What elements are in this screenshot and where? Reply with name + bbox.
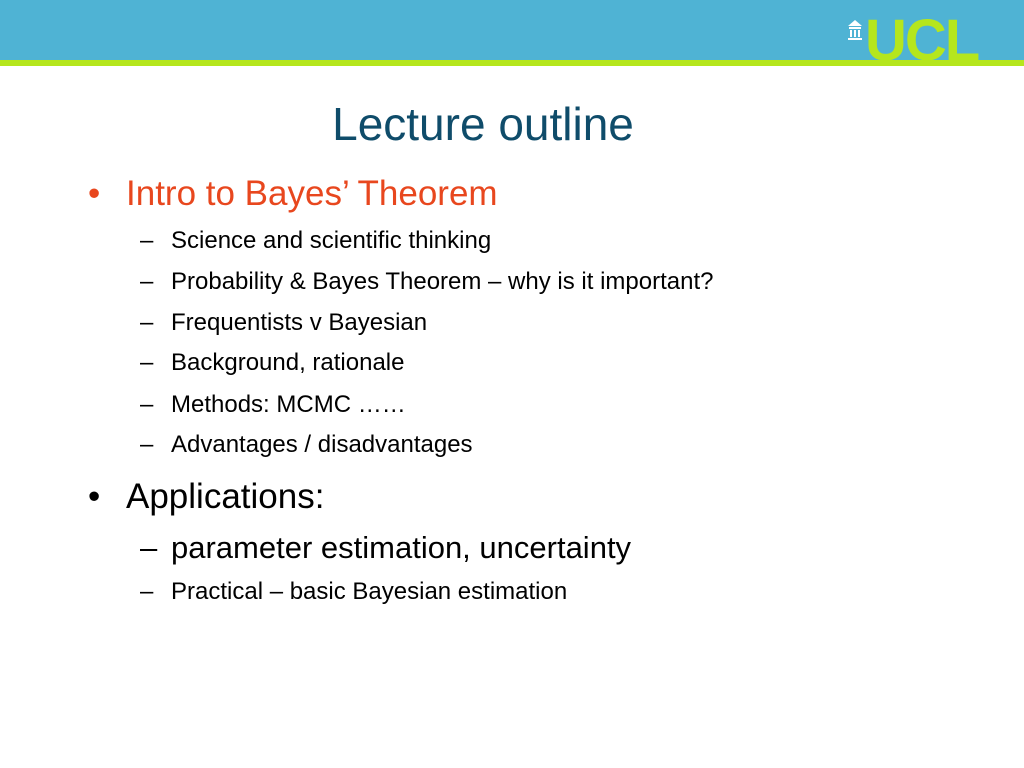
sub-item-label: Advantages / disadvantages — [171, 431, 473, 458]
bullet-label: Intro to Bayes’ Theorem — [126, 174, 498, 213]
sub-item-label: parameter estimation, uncertainty — [171, 530, 632, 565]
sub-item-label: Science and scientific thinking — [171, 227, 492, 254]
sub-item-label: Methods: MCMC …… — [171, 391, 406, 418]
bullet-marker: • — [88, 174, 101, 213]
dash-marker: – — [140, 309, 154, 336]
sub-item-label: Background, rationale — [171, 349, 405, 376]
sub-item-label: Practical – basic Bayesian estimation — [171, 578, 568, 605]
ucl-logo-text: UCL — [865, 8, 979, 73]
bullet-label: Applications: — [126, 477, 325, 516]
dash-marker: – — [140, 431, 154, 458]
slide-title: Lecture outline — [332, 98, 634, 150]
portico-icon — [847, 20, 863, 40]
dash-marker: – — [140, 530, 158, 565]
dash-marker: – — [140, 268, 154, 295]
sub-item-label: Probability & Bayes Theorem – why is it important? — [171, 268, 714, 295]
dash-marker: – — [140, 349, 154, 376]
dash-marker: – — [140, 578, 154, 605]
dash-marker: – — [140, 227, 154, 254]
ucl-logo — [847, 8, 997, 73]
sub-item-label: Frequentists v Bayesian — [171, 309, 428, 336]
bullet-marker: • — [88, 477, 101, 516]
dash-marker: – — [140, 391, 154, 418]
